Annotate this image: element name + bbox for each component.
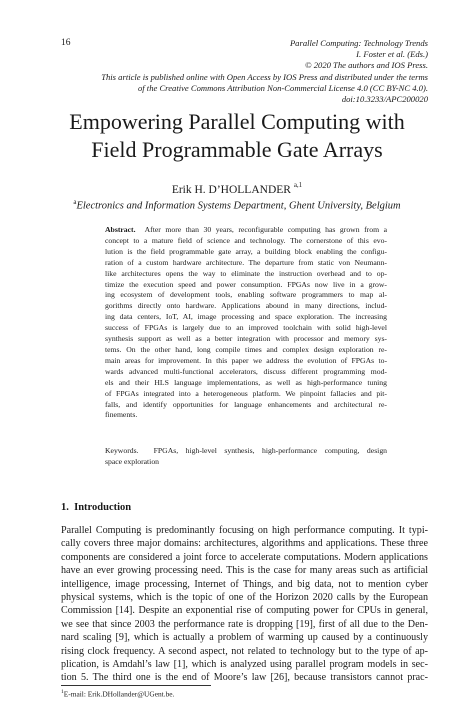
text-line	[105, 280, 387, 291]
line-text: FPGAs, high-level synthesis, high-performance computing, design	[153, 446, 388, 455]
running-head-line: I. Foster et al. (Eds.)	[356, 49, 428, 60]
running-head-line: doi:10.3233/APC200020	[341, 94, 428, 105]
line-text: Commission [14]. Despite an exponential rise of computing power for CPUs in general,	[61, 605, 428, 617]
label: Abstract.	[105, 225, 136, 234]
line-text: we see that since 2003 the performance rate is dropping [19], first of all due to the Den-	[61, 618, 428, 630]
line-text: success of FPGAs is largely due to an improved toolchain with solid high-level	[105, 323, 387, 333]
text-line	[105, 301, 387, 312]
text-line	[61, 578, 428, 591]
text-line	[105, 367, 387, 378]
text-line	[105, 290, 387, 301]
footnote-text: E-mail: Erik.DHollander@UGent.be.	[63, 689, 175, 699]
text-line	[61, 564, 428, 577]
line-text: lution is the field programmable gate array, a building block enabling the configu-	[105, 246, 387, 256]
text-line	[105, 400, 387, 411]
text-line	[61, 645, 428, 658]
affiliation-text: Electronics and Information Systems Department, Ghent University, Belgium	[76, 200, 401, 212]
author-name: Erik H. D’HOLLANDER	[171, 183, 291, 196]
line-text: cally covers three major domains: architectures, algorithms and applications. These three	[61, 538, 428, 550]
line-text: els and their HLS language implementations, as well as high-performance tuning	[105, 377, 387, 387]
line-text: intelligence, image processing, Internet of Things, and big data, not to mention cyber	[61, 578, 428, 590]
affiliation-mark: a	[73, 198, 77, 206]
line-text: rising clock frequency. A second aspect, not related to technology but to the type of ap-	[61, 645, 428, 657]
line-text: After more than 30 years, reconfigurable computing has grown from a	[144, 225, 387, 234]
section-heading	[61, 502, 131, 513]
running-head	[48, 38, 428, 105]
line-text: timize the execution speed and power consumption. FPGAs now live in a grow-	[105, 279, 387, 289]
text-line	[105, 269, 387, 280]
line-text: synthesis support as well as a better integration with processor and memory sys-	[105, 334, 387, 344]
line-text: ing data centers, IoT, AI, image processing and space exploration. The increasing	[105, 312, 387, 322]
paper-title	[0, 108, 474, 164]
text-line	[61, 618, 428, 631]
text-line	[105, 236, 387, 247]
line-text: main areas for improvement. In this paper we address the evolution of FPGAs to-	[105, 355, 387, 365]
line-text: physical systems, which is the topic of one of the Horizon 2020 calls by the European	[61, 592, 428, 604]
text-line	[105, 446, 387, 457]
line-text: gorithms directly onto hardware. Applications abound in many directions, includ-	[105, 301, 387, 311]
line-text: nard scaling [9], which is actually a problem of warming up caused by a continuously	[61, 632, 428, 644]
body-text	[61, 524, 428, 685]
running-head-line: Parallel Computing: Technology Trends	[289, 38, 428, 48]
line-text: wards advanced multi-functional accelerators, discuss different programming mod-	[105, 366, 387, 376]
author-line	[0, 182, 474, 196]
text-line	[105, 247, 387, 258]
running-head-line: This article is published online with Open Access by IOS Press and distributed under the terms	[101, 71, 428, 82]
author-marks: a,1	[293, 181, 303, 189]
line-text: falls, and identify opportunities for language enhancements and architectural re-	[105, 399, 387, 409]
text-line	[61, 551, 428, 564]
text-line	[61, 631, 428, 644]
line-text: have an ever growing processing need. This is the case for many areas such as artificial	[61, 565, 428, 577]
line-text: finements.	[105, 410, 138, 420]
text-line	[105, 225, 387, 236]
text-line	[61, 537, 428, 550]
affiliation	[0, 198, 474, 212]
running-head-line: of the Creative Commons Attribution Non-Commercial License 4.0 (CC BY-NC 4.0).	[137, 82, 428, 93]
text-line	[105, 389, 387, 400]
line-text: space exploration	[105, 456, 160, 466]
text-line	[61, 658, 428, 671]
footnote	[61, 689, 174, 698]
text-line	[105, 356, 387, 367]
line-text: Parallel Computing is predominantly focusing on high performance computing. It typi-	[61, 525, 428, 536]
line-text: of FPGAs integrated into a heterogeneous platform. We pinpoint fallacies and pit-	[105, 388, 387, 398]
page-number: 16	[61, 38, 71, 48]
title-line: Empowering Parallel Computing with	[69, 109, 405, 134]
text-line	[61, 524, 428, 537]
line-text: plication, is Amdahl’s law [1], which is analyzed using parallel program models in sec-	[61, 659, 428, 671]
text-line	[105, 312, 387, 323]
line-text: like architectures opens the way to eliminate the instruction overhead and to op-	[105, 268, 387, 278]
footnote-rule	[61, 685, 211, 686]
text-line	[61, 671, 428, 684]
text-line	[105, 410, 387, 421]
footnote-mark: 1	[61, 689, 64, 695]
line-text: components are considered a joint force to accelerate computations. Modern applications	[61, 551, 428, 563]
label: Keywords.	[105, 446, 139, 455]
title-line: Field Programmable Gate Arrays	[91, 137, 383, 162]
text-line	[105, 345, 387, 356]
running-head-line: © 2020 The authors and IOS Press.	[305, 60, 428, 71]
abstract	[105, 225, 387, 421]
text-line	[105, 334, 387, 345]
text-line	[61, 604, 428, 617]
line-text: tion 5. The third one is the end of Moore’s law [26], because transistors cannot prac-	[61, 672, 428, 684]
text-line	[61, 591, 428, 604]
line-text: ration of a custom hardware architecture. The departure from static von Neumann-	[105, 257, 387, 267]
section-number: 1.	[61, 502, 69, 513]
line-text: concept to a mature field of science and technology. The cornerstone of this evo-	[105, 235, 387, 245]
text-line	[105, 323, 387, 334]
line-text: tems. On the other hand, long compile times and complex design exploration re-	[105, 344, 387, 354]
line-text: ing ecosystem of development tools, enabling software programmers to map al-	[105, 290, 387, 300]
section-title: Introduction	[74, 502, 132, 513]
text-line	[105, 457, 387, 468]
text-line	[105, 378, 387, 389]
keywords	[105, 446, 387, 468]
text-line	[105, 258, 387, 269]
